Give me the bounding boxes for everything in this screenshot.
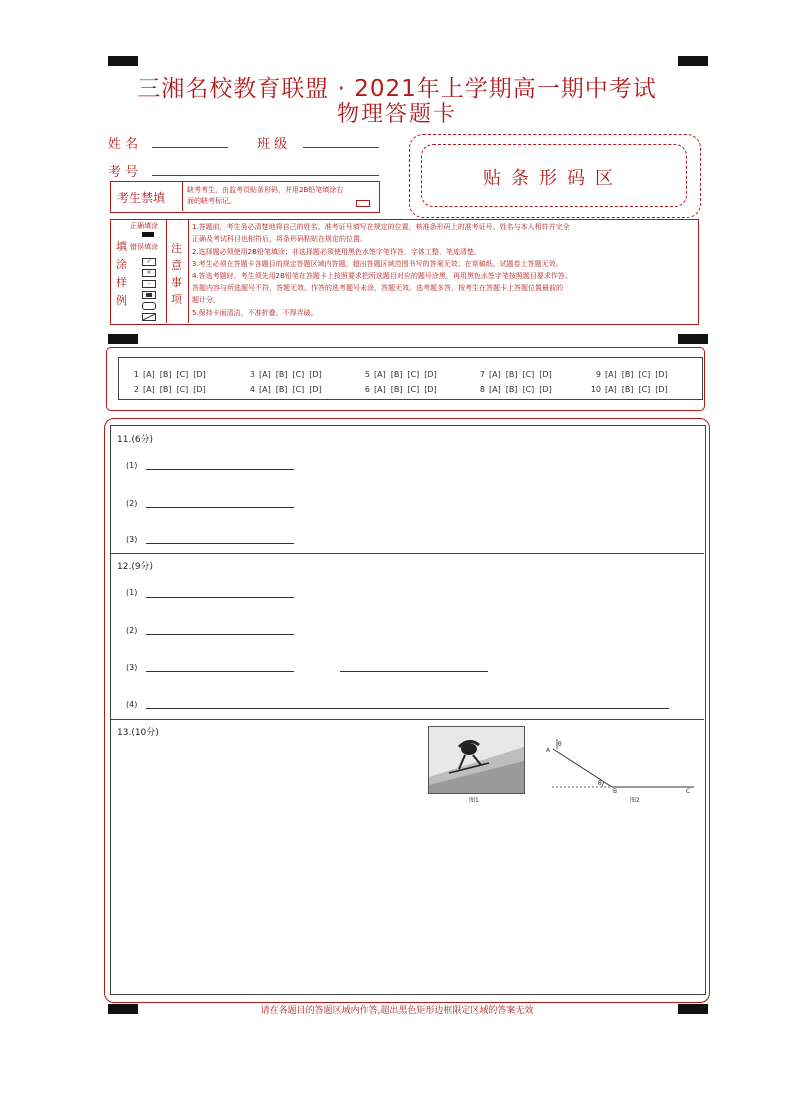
notice-line: 题计分。 xyxy=(192,296,220,304)
notice-side-char: 注 xyxy=(171,242,182,255)
notice-line: 2.选择题必须使用2B铅笔填涂；非选择题必须使用黑色水签字笔作答，字体工整、笔迹清楚。 xyxy=(192,248,481,256)
mc-option-bubble[interactable]: [A] xyxy=(143,385,155,394)
notice-side-char: 项 xyxy=(171,293,182,306)
absent-mark-box[interactable] xyxy=(356,200,370,207)
q11-answer-2[interactable] xyxy=(146,507,294,508)
mc-option-bubble[interactable]: [B] xyxy=(390,385,403,394)
name-label: 姓 名 xyxy=(108,137,139,152)
notice-line: 4.答选考题时，考生须先用2B铅笔在答题卡上按照要求把所选题目对应的题号涂黑，再用黑色水签字笔按照题目要求作答。 xyxy=(192,272,572,280)
mc-option-bubble[interactable]: [C] xyxy=(292,370,305,379)
timing-mark xyxy=(678,334,708,344)
mc-option-bubble[interactable]: [B] xyxy=(621,385,634,394)
correct-fill-label: 正确填涂 xyxy=(130,222,158,230)
mc-option-bubble[interactable]: [A] xyxy=(605,385,617,394)
card-title: 物理答题卡 xyxy=(336,102,457,127)
mc-option-bubble[interactable]: [D] xyxy=(309,370,322,379)
figure-2-label-b: B xyxy=(613,788,618,795)
mc-question-6 xyxy=(358,385,442,394)
q12-sub-4: (4) xyxy=(126,700,138,709)
fill-side-char: 样 xyxy=(116,276,127,289)
wrong-mark-cross: × xyxy=(142,269,156,277)
q12-title: 12.(9分) xyxy=(117,562,154,572)
class-field[interactable] xyxy=(303,134,379,148)
mc-option-bubble[interactable]: [C] xyxy=(638,370,651,379)
mc-option-bubble[interactable]: [D] xyxy=(539,370,552,379)
notice-side-char: 事 xyxy=(171,276,182,289)
mc-question-number: 10 xyxy=(590,385,601,394)
fill-side-char: 涂 xyxy=(116,258,127,271)
mc-option-bubble[interactable]: [C] xyxy=(638,385,651,394)
notice-line: 答题内容与所选题号不符，答题无效。作答的选考题号未涂，答题无效。选考题多答，按考生在答题卡上答题位置最前的 xyxy=(192,284,563,292)
mc-question-3 xyxy=(243,370,327,379)
mc-option-bubble[interactable]: [B] xyxy=(505,370,518,379)
mc-option-bubble[interactable]: [D] xyxy=(655,370,668,379)
q12-sub-2: (2) xyxy=(126,626,138,635)
q12-answer-1[interactable] xyxy=(146,597,294,598)
q11-sub-1: (1) xyxy=(126,461,138,470)
mc-option-bubble[interactable]: [B] xyxy=(275,385,288,394)
mc-option-bubble[interactable]: [B] xyxy=(621,370,634,379)
mc-option-bubble[interactable]: [C] xyxy=(522,370,535,379)
mc-option-bubble[interactable]: [B] xyxy=(159,370,172,379)
timing-mark xyxy=(108,334,138,344)
notice-line: 正确及考试科目也相符后，将条形码粘贴在规定的位置。 xyxy=(192,235,367,243)
exam-no-label: 考 号 xyxy=(108,165,139,180)
mc-option-bubble[interactable]: [C] xyxy=(522,385,535,394)
mc-option-bubble[interactable]: [C] xyxy=(407,370,420,379)
mc-option-bubble[interactable]: [A] xyxy=(374,385,386,394)
wrong-mark-check: ✓ xyxy=(142,258,156,266)
mc-question-10 xyxy=(589,385,673,394)
q12-answer-3a[interactable] xyxy=(146,671,294,672)
footer-warning: 请在各题目的答题区域内作答,超出黑色矩形边框限定区域的答案无效 xyxy=(260,1006,534,1016)
q11-answer-1[interactable] xyxy=(146,469,294,470)
figure-2-label-theta: θ xyxy=(598,780,602,787)
q12-answer-3b[interactable] xyxy=(340,671,488,672)
mc-question-number: 3 xyxy=(249,370,255,379)
mc-question-7 xyxy=(473,370,557,379)
mc-option-bubble[interactable]: [C] xyxy=(407,385,420,394)
mc-option-bubble[interactable]: [B] xyxy=(275,370,288,379)
exam-no-field[interactable] xyxy=(152,162,379,176)
wrong-mark-circle xyxy=(142,302,156,310)
mc-option-bubble[interactable]: [D] xyxy=(193,370,206,379)
mc-option-bubble[interactable]: [A] xyxy=(259,370,271,379)
mc-option-bubble[interactable]: [B] xyxy=(505,385,518,394)
notice-line: 5.保持卡面清洁，不准折叠、不得弄破。 xyxy=(192,309,318,317)
mc-option-bubble[interactable]: [A] xyxy=(489,385,501,394)
mc-question-9 xyxy=(589,370,673,379)
forbidden-text-2: 面的缺考标记。 xyxy=(187,197,236,205)
mc-option-bubble[interactable]: [D] xyxy=(424,370,437,379)
q11-title: 11.(6分) xyxy=(117,435,154,445)
q12-sub-3: (3) xyxy=(126,663,138,672)
mc-option-bubble[interactable]: [A] xyxy=(143,370,155,379)
figure-2-label-c: C xyxy=(686,788,691,795)
forbidden-label: 考生禁填 xyxy=(117,191,166,205)
mc-question-5 xyxy=(358,370,442,379)
wrong-mark-slash xyxy=(142,313,156,321)
fill-side-char: 例 xyxy=(116,294,127,307)
figure-1-caption: 图1 xyxy=(469,797,479,804)
mc-question-number: 4 xyxy=(249,385,255,394)
wrong-mark-dash: - xyxy=(142,280,156,288)
mc-question-4 xyxy=(243,385,327,394)
mc-option-bubble[interactable]: [D] xyxy=(193,385,206,394)
barcode-label: 贴条形码区 xyxy=(483,168,623,189)
mc-option-bubble[interactable]: [C] xyxy=(176,385,189,394)
q12-answer-4[interactable] xyxy=(146,708,669,709)
mc-question-number: 1 xyxy=(133,370,139,379)
q13-title: 13.(10分) xyxy=(117,728,159,738)
fill-side-char: 填 xyxy=(116,240,127,253)
figure-2-label-theta-top: θ xyxy=(558,741,562,748)
figure-2-caption: 图2 xyxy=(630,797,640,804)
answer-area xyxy=(110,425,706,995)
class-label: 班 级 xyxy=(257,137,288,152)
q12-answer-2[interactable] xyxy=(146,634,294,635)
mc-question-1 xyxy=(127,370,211,379)
q11-answer-3[interactable] xyxy=(146,543,294,544)
mc-question-number: 8 xyxy=(479,385,485,394)
forbidden-text-1: 缺考考生，由监考员贴条形码，并用2B铅笔填涂右 xyxy=(187,186,344,194)
mc-question-number: 5 xyxy=(364,370,370,379)
q11-sub-3: (3) xyxy=(126,535,138,544)
notice-line: 3.考生必须在答题卡各题目的规定答题区域内答题，超出答题区域范围书写的答案无效；在草稿纸、试题卷上答题无效。 xyxy=(192,260,563,268)
figure-1-skier xyxy=(428,726,525,794)
mc-option-bubble[interactable]: [D] xyxy=(655,385,668,394)
mc-option-bubble[interactable]: [C] xyxy=(292,385,305,394)
q12-sub-1: (1) xyxy=(126,588,138,597)
mc-option-bubble[interactable]: [C] xyxy=(176,370,189,379)
mc-question-number: 2 xyxy=(133,385,139,394)
mc-option-bubble[interactable]: [B] xyxy=(159,385,172,394)
notice-side-char: 意 xyxy=(171,259,182,272)
timing-mark xyxy=(678,56,708,66)
mc-option-bubble[interactable]: [B] xyxy=(390,370,403,379)
mc-question-number: 9 xyxy=(595,370,601,379)
timing-mark xyxy=(108,56,138,66)
name-field[interactable] xyxy=(152,134,228,148)
mc-option-bubble[interactable]: [D] xyxy=(309,385,322,394)
mc-option-bubble[interactable]: [D] xyxy=(424,385,437,394)
mc-option-bubble[interactable]: [D] xyxy=(539,385,552,394)
mc-option-bubble[interactable]: [A] xyxy=(605,370,617,379)
exam-title: 三湘名校教育联盟 · 2021年上学期高一期中考试 xyxy=(137,76,657,102)
notice-line: 1.答题前，考生务必清楚地将自己的姓名、准考证号填写在规定的位置，核准条形码上的准考证号、姓名与本人相符并完全 xyxy=(192,223,570,231)
wrong-fill-label: 错误填涂 xyxy=(130,243,158,251)
section-divider xyxy=(110,553,704,554)
mc-question-8 xyxy=(473,385,557,394)
wrong-mark-partial xyxy=(142,291,156,299)
correct-fill-mark xyxy=(142,232,154,237)
mc-question-2 xyxy=(127,385,211,394)
q11-sub-2: (2) xyxy=(126,499,138,508)
mc-question-number: 6 xyxy=(364,385,370,394)
section-divider xyxy=(110,719,704,720)
mc-option-bubble[interactable]: [A] xyxy=(259,385,271,394)
figure-2-label-a: A xyxy=(546,747,551,754)
mc-option-bubble[interactable]: [A] xyxy=(489,370,501,379)
mc-question-number: 7 xyxy=(479,370,485,379)
figure-2-incline xyxy=(540,735,700,795)
mc-option-bubble[interactable]: [A] xyxy=(374,370,386,379)
